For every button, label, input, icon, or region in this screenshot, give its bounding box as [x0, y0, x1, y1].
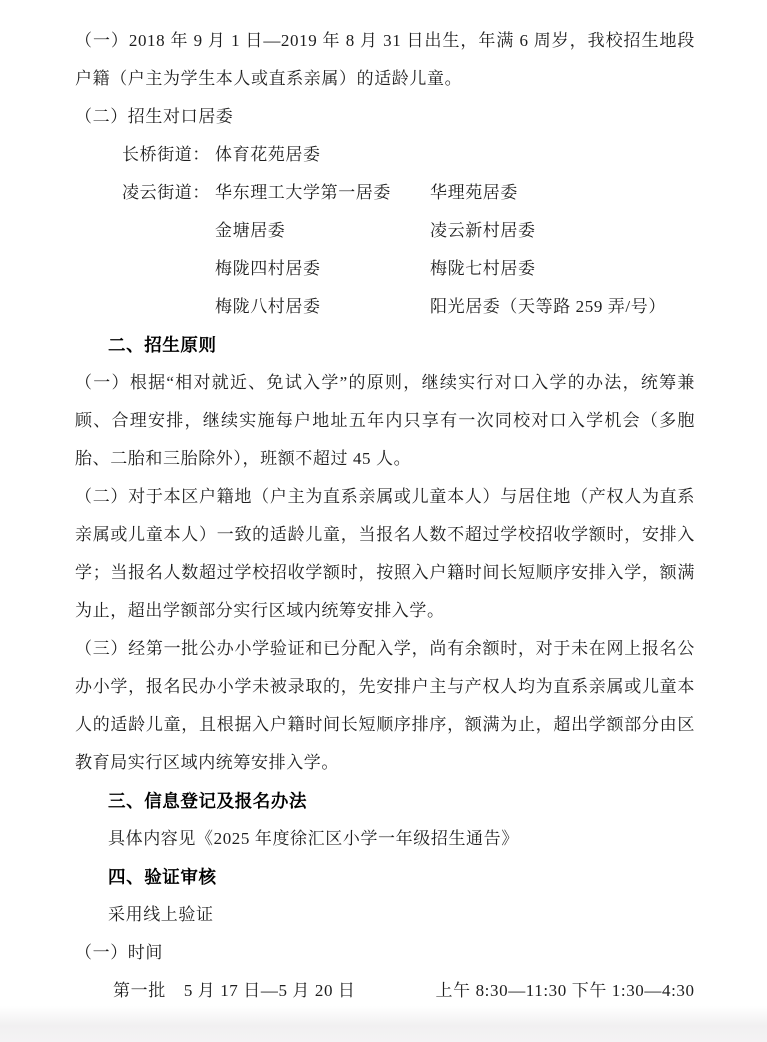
paragraph-age-eligibility: （一）2018 年 9 月 1 日—2019 年 8 月 31 日出生，年满 6 周岁，我校招生地段户籍（户主为学生本人或直系亲属）的适龄儿童。 — [75, 31, 695, 88]
committee-name: 华东理工大学第一居委 — [215, 183, 391, 202]
page-bottom-shadow — [0, 1006, 767, 1042]
section-heading-verification: 四、验证审核 — [108, 867, 217, 887]
committee-row — [122, 136, 695, 174]
street-label: 长桥街道： — [122, 145, 210, 164]
committee-name — [430, 136, 695, 174]
committee-name: 凌云新村居委 — [430, 221, 536, 240]
paragraph-principle-1: （一）根据“相对就近、免试入学”的原则，继续实行对口入学的办法，统筹兼顾、合理安排，继续实施每户地址五年内只享有一次同校对口入学机会（多胞胎、二胎和三胎除外），班额不超过 45 人。 — [75, 373, 695, 468]
paragraph-time-label: （一）时间 — [75, 943, 163, 962]
committee-name: 体育花苑居委 — [215, 145, 321, 164]
schedule-batch: 第一批 — [113, 981, 166, 1000]
paragraph-principle-2: （二）对于本区户籍地（户主为直系亲属或儿童本人）与居住地（产权人为直系亲属或儿童本人）一致的适龄儿童，当报名人数不超过学校招收学额时，安排入学；当报名人数超过学校招收学额时，按照入户籍时间长短顺序安排入学，额满为止，超出学额部分实行区域内统筹安排入学。 — [75, 487, 695, 620]
street-label — [122, 250, 215, 288]
street-label — [122, 212, 215, 250]
paragraph-committee-label: （二）招生对口居委 — [75, 107, 234, 126]
committee-name: 华理苑居委 — [430, 183, 518, 202]
committee-row — [122, 174, 695, 212]
committee-row — [122, 288, 695, 326]
committee-name: 金塘居委 — [215, 221, 286, 240]
street-label — [122, 288, 215, 326]
document-content — [75, 22, 695, 1010]
committee-name: 阳光居委（天等路 259 弄/号） — [430, 297, 666, 316]
schedule-times: 上午 8:30—11:30 下午 1:30—4:30 — [435, 981, 695, 1000]
paragraph-verification-method: 采用线上验证 — [108, 905, 214, 924]
committee-row — [122, 250, 695, 288]
committee-row — [122, 212, 695, 250]
paragraph-principle-3: （三）经第一批公办小学验证和已分配入学，尚有余额时，对于未在网上报名公办小学，报名民办小学未被录取的，先安排户主与产权人均为直系亲属或儿童本人的适龄儿童，且根据入户籍时间长短顺序排序，额满为止，超出学额部分由区教育局实行区域内统筹安排入学。 — [75, 639, 695, 772]
committee-name: 梅陇八村居委 — [215, 297, 321, 316]
section-heading-registration: 三、信息登记及报名办法 — [108, 791, 308, 811]
street-label: 凌云街道： — [122, 183, 210, 202]
schedule-dates: 5 月 17 日—5 月 20 日 — [183, 981, 356, 1000]
schedule-row — [113, 972, 695, 1010]
paragraph-registration-detail: 具体内容见《2025 年度徐汇区小学一年级招生通告》 — [108, 829, 519, 848]
committee-name: 梅陇四村居委 — [215, 259, 321, 278]
committee-name: 梅陇七村居委 — [430, 259, 536, 278]
section-heading-principles: 二、招生原则 — [108, 335, 217, 355]
